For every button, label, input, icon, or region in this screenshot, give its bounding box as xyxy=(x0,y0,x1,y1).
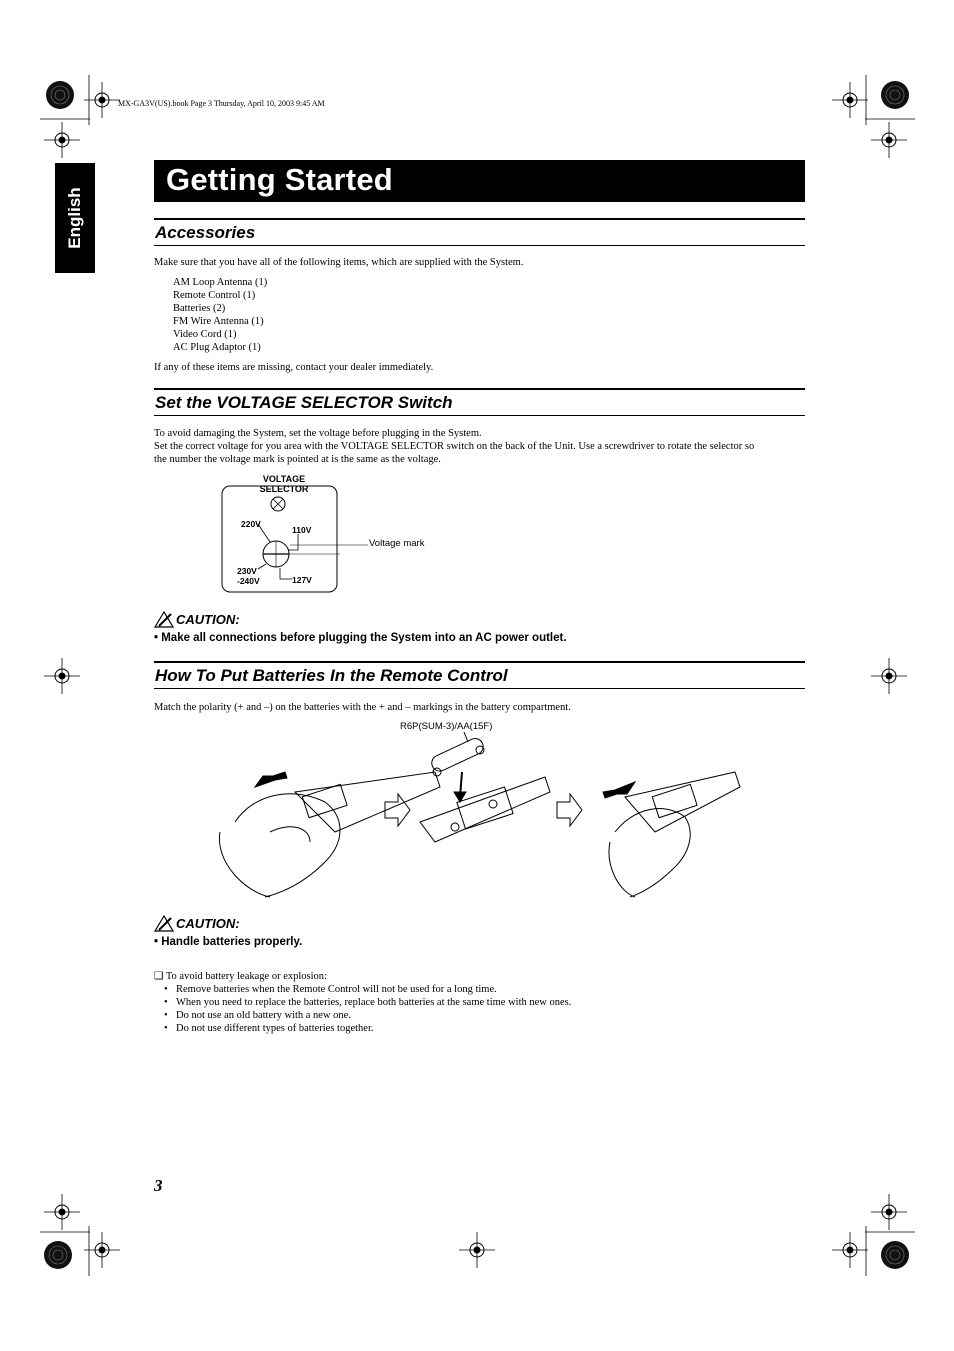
voltage-text-2: Set the correct voltage for you area with the VOLTAGE SELECTOR switch on the back of the Unit. Use a screwdriver to rotate the selector so xyxy=(154,441,755,452)
accessories-heading: Accessories xyxy=(155,223,256,242)
battery-insertion-illustration xyxy=(215,732,745,902)
voltage-heading-bar xyxy=(154,388,805,416)
batteries-heading: How To Put Batteries In the Remote Control xyxy=(155,666,508,685)
list-item: • Do not use different types of batteries together. xyxy=(164,1022,571,1035)
caution-icon xyxy=(154,915,174,932)
battery-tips-list xyxy=(164,983,571,1035)
page-title-bar xyxy=(154,160,805,202)
accessories-list xyxy=(173,276,267,354)
accessories-intro: Make sure that you have all of the following items, which are supplied with the System. xyxy=(154,257,524,268)
leakage-intro: ❏ To avoid battery leakage or explosion: xyxy=(154,971,327,982)
list-item: • Remove batteries when the Remote Control will not be used for a long time. xyxy=(164,983,571,996)
list-item: AC Plug Adaptor (1) xyxy=(173,342,261,353)
page-number: 3 xyxy=(154,1176,163,1195)
language-label: English xyxy=(65,187,84,249)
list-item: AM Loop Antenna (1) xyxy=(173,277,268,288)
voltage-mark-leader xyxy=(290,544,370,548)
label-220v: 220V xyxy=(241,519,261,529)
list-item: Batteries (2) xyxy=(173,303,226,314)
batteries-caution-heading: CAUTION: xyxy=(154,915,240,932)
batteries-heading-bar xyxy=(154,661,805,689)
voltage-caution-heading: CAUTION: xyxy=(154,611,240,628)
list-item: Remote Control (1) xyxy=(173,290,256,301)
batteries-caution-text: • Handle batteries properly. xyxy=(154,936,303,948)
page-title: Getting Started xyxy=(166,162,393,197)
label-127v: 127V xyxy=(292,575,312,585)
battery-type-label: R6P(SUM-3)/AA(15F) xyxy=(400,721,493,732)
label-110v: 110V xyxy=(292,525,312,535)
label-230v: 230V -240V xyxy=(237,566,260,586)
voltage-diagram-title: VOLTAGE SELECTOR xyxy=(259,474,309,494)
voltage-text-1: To avoid damaging the System, set the voltage before plugging in the System. xyxy=(154,428,482,439)
voltage-mark-label: Voltage mark xyxy=(369,538,425,549)
accessories-heading-bar xyxy=(154,218,805,246)
language-tab xyxy=(55,163,95,273)
batteries-intro: Match the polarity (+ and –) on the batteries with the + and – markings in the battery compartment. xyxy=(154,702,571,713)
list-item: • When you need to replace the batteries, replace both batteries at the same time with new ones. xyxy=(164,996,571,1009)
list-item: FM Wire Antenna (1) xyxy=(173,316,264,327)
voltage-caution-text: • Make all connections before plugging the System into an AC power outlet. xyxy=(154,632,567,644)
voltage-text-3: the number the voltage mark is pointed at is the same as the voltage. xyxy=(154,454,441,465)
print-header: MX-GA3V(US).book Page 3 Thursday, April 10, 2003 9:45 AM xyxy=(118,99,325,108)
accessories-footer: If any of these items are missing, contact your dealer immediately. xyxy=(154,362,434,373)
list-item: • Do not use an old battery with a new one. xyxy=(164,1009,571,1022)
caution-icon xyxy=(154,611,174,628)
voltage-heading: Set the VOLTAGE SELECTOR Switch xyxy=(155,393,453,412)
list-item: Video Cord (1) xyxy=(173,329,237,340)
